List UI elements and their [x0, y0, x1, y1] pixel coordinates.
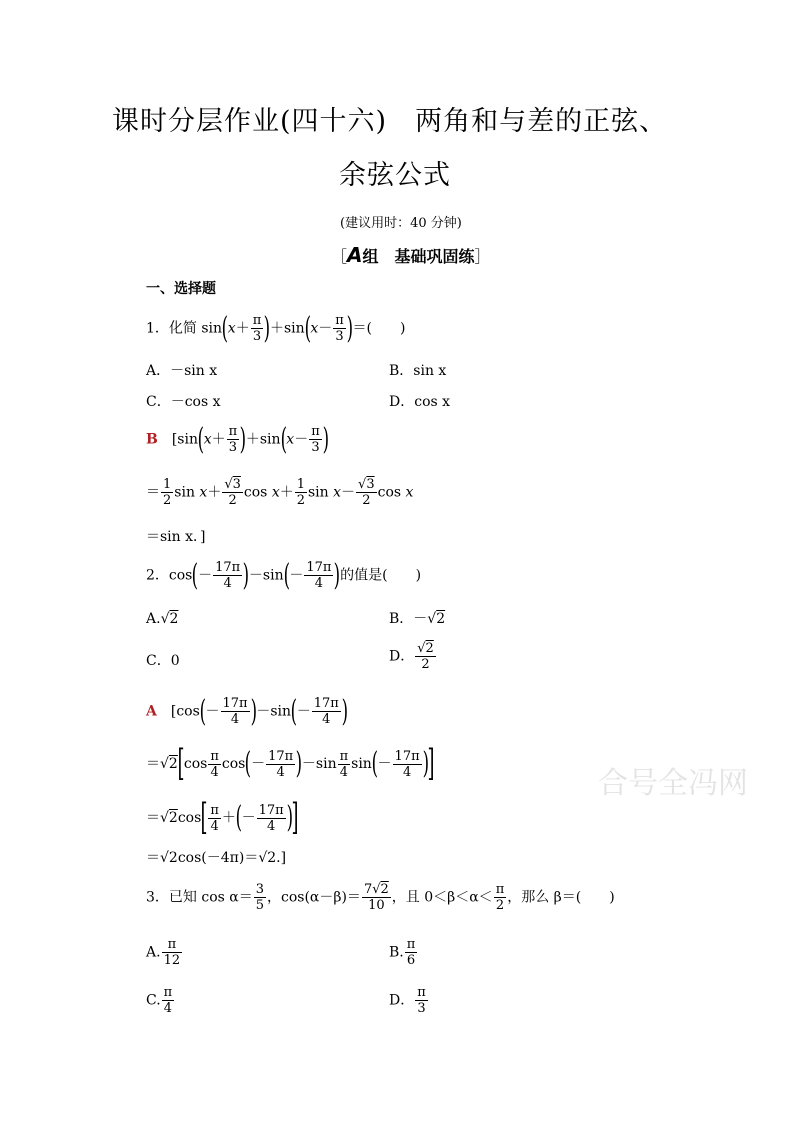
q3-option-b-label: B. [389, 944, 404, 961]
q2-solution-line2: ＝√2[cos $\frac{\pi}{4}$ cos(－ $\frac{17\pi}{4}$ )－sin $\frac{\pi}{4}$ sin(－ $\frac{17\pi}{4}$ )] [146, 743, 435, 784]
q2-option-a-label: A. [146, 611, 161, 627]
q1-option-c: C．－cos x [146, 394, 221, 410]
q1-label: 1．化简 [146, 320, 197, 337]
q2-option-b-label: B．－ [389, 611, 428, 627]
q2-solution-line3: ＝√2cos[ $\frac{\pi}{4}$ ＋(－ $\frac{17\pi}{4}$ )] [146, 797, 299, 838]
q2-solution-line1: A [cos(－ $\frac{17\pi}{4}$ )－sin(－ $\frac{17\pi}{4}$ ) [146, 693, 348, 729]
time-note: (建议用时：40 分钟) [340, 216, 462, 231]
group-letter: A [347, 243, 363, 267]
question-2: 2．cos(－ $\frac{17\pi}{4}$ )－sin(－ $\frac{17\pi}{4}$ )的值是( ) [146, 557, 422, 593]
section-heading: 一、选择题 [146, 281, 216, 297]
group-text: 组 基础巩固练 [362, 247, 475, 266]
group-label: ［A组 基础巩固练］ [331, 243, 491, 267]
q1-tail: ＝( ) [352, 320, 406, 337]
watermark: 合号全冯网 [598, 766, 748, 801]
q3-text-a: 3．已知 cos α＝ [146, 889, 253, 906]
q1-solution-line2: ＝ $\frac{1}{2}$ sin x＋ $\frac{√3}{2}$ cos x＋ $\frac{1}{2}$ sin x－ $\frac{√3}{2}$ cos x [146, 477, 414, 508]
question-3: 3．已知 cos α＝ $\frac{3}{5}$ ，cos(α－β)＝ $\frac{7√2}{10}$ ，且 0＜β＜α＜ $\frac{\pi}{2}$ ，那么 β＝( ) [146, 882, 615, 913]
q3-option-b: B. $\frac{\pi}{6}$ [389, 937, 416, 968]
q3-option-d-label: D． [389, 992, 415, 1009]
q3-text-b: ，cos(α－β)＝ [267, 889, 361, 906]
q2-label: 2．cos [146, 567, 193, 584]
question-1: 1．化简 sin(x＋ $\frac{\pi}{3}$ )＋sin(x－ $\frac{\pi}{3}$ )＝( ) [146, 310, 406, 346]
q2-option-c: C．0 [146, 653, 180, 669]
q2-option-d: D． $\frac{√2}{2}$ [389, 641, 434, 672]
q2-solution-end: ＝√2cos(－4π)＝√2.] [146, 850, 287, 866]
q1-option-d: D．cos x [389, 394, 451, 410]
page-title-line1: 课时分层作业(四十六) 两角和与差的正弦、 [112, 106, 668, 137]
q1-solution-line1: B [sin(x＋ $\frac{\pi}{3}$ )＋sin(x－ $\frac{\pi}{3}$ ) [146, 421, 329, 457]
q3-option-a: A. $\frac{\pi}{12}$ [146, 937, 181, 968]
q2-tail: 的值是( ) [340, 567, 422, 584]
q2-option-d-label: D． [389, 648, 415, 665]
q1-option-b: B．sin x [389, 363, 447, 379]
q2-option-b: B．－√2 [389, 611, 446, 627]
q1-option-a: A．－sin x [146, 363, 218, 379]
q3-option-d: D． $\frac{\pi}{3}$ [389, 985, 426, 1016]
q3-option-a-label: A. [146, 944, 161, 961]
page-title-line2: 余弦公式 [339, 160, 451, 191]
q1-solution-end: ＝sin x．] [146, 529, 206, 545]
q3-text-c: ，且 0＜β＜α＜ [391, 889, 493, 906]
q2-answer: A [146, 703, 157, 720]
q3-text-d: ，那么 β＝( ) [507, 889, 615, 906]
q3-option-c: C. $\frac{\pi}{4}$ [146, 985, 173, 1016]
q2-option-a: A.√2 [146, 611, 179, 627]
q3-option-c-label: C. [146, 992, 161, 1009]
q1-answer: B [146, 431, 158, 448]
